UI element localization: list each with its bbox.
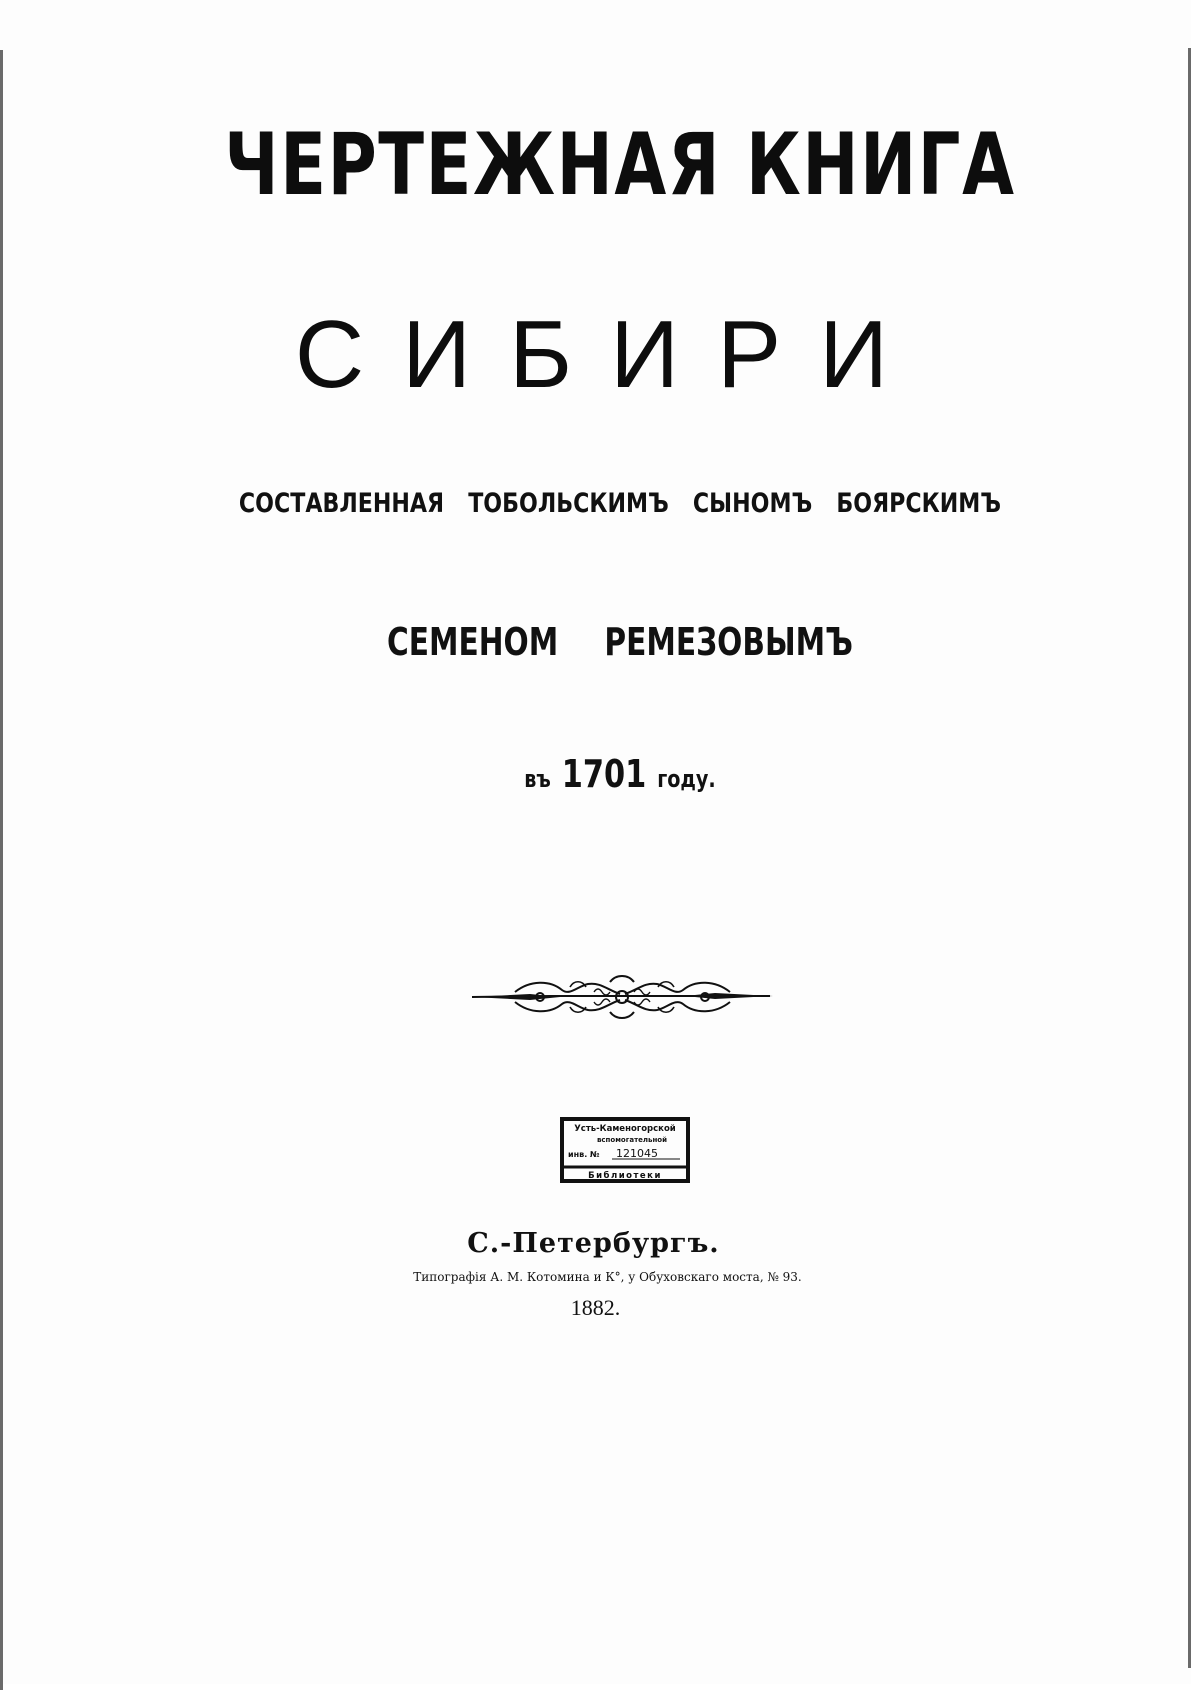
author-name: СЕМЕНОМ РЕМЕЗОВЫМЪ [386, 620, 854, 664]
book-title-sub: СИБИРИ [294, 301, 927, 408]
year-value: 1701 [561, 752, 647, 796]
year-prefix: въ [524, 765, 551, 793]
book-title: ЧЕРТЕЖНАЯ КНИГА [224, 115, 1016, 215]
page-edge-left [0, 50, 3, 1690]
imprint-city: С.-Петербургъ. [467, 1228, 720, 1259]
composed-by-line: СОСТАВЛЕННАЯ ТОБОЛЬСКИМЪ СЫНОМЪ БОЯРСКИМЪ [238, 488, 1002, 519]
stamp-line-4: Библиотеки [588, 1171, 662, 1181]
ornament-divider [470, 972, 775, 1022]
library-stamp [560, 1117, 690, 1183]
stamp-inventory-number: 121045 [616, 1147, 658, 1160]
stamp-line-1: Усть-Каменогорской [574, 1124, 676, 1134]
stamp-line-2: вспомогательной [596, 1136, 668, 1144]
imprint-press: Типографія А. М. Котомина и К°, у Обуховскаго моста, № 93. [413, 1270, 802, 1284]
stamp-line-3: инв. № [568, 1150, 600, 1159]
year-suffix: году. [657, 765, 716, 793]
imprint-year: 1882. [570, 1295, 621, 1320]
year-line [124, 752, 1116, 796]
